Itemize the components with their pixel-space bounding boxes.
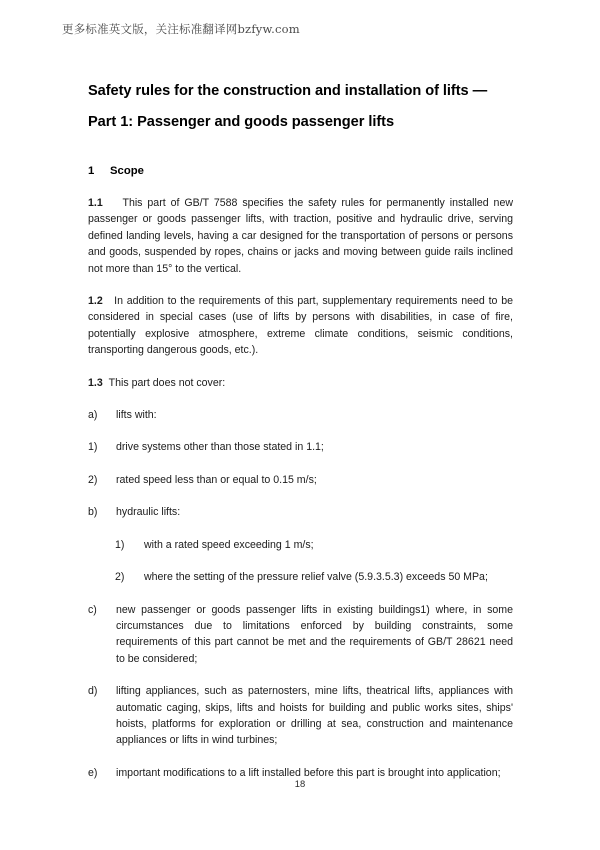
list-item-text: with a rated speed exceeding 1 m/s; [144, 538, 314, 551]
list-item [88, 504, 513, 520]
list-item-text: hydraulic lifts: [116, 506, 181, 519]
list-item-marker: 2) [115, 571, 125, 584]
section-heading [88, 164, 513, 179]
clause-number: 1.1 [88, 197, 103, 209]
list-item-marker: d) [88, 685, 98, 698]
clause-number: 1.2 [88, 295, 103, 308]
list-item-marker: e) [88, 766, 98, 779]
list-item-marker: 1) [115, 538, 125, 551]
document-body [88, 70, 513, 781]
list-item-marker: b) [88, 506, 98, 519]
clause-text: This part does not cover: [108, 376, 226, 389]
clause-1-1 [88, 195, 513, 277]
list-item-marker: 2) [88, 473, 98, 486]
list-item [88, 602, 513, 668]
clause-1-2 [88, 293, 513, 359]
list-item-marker: 1) [88, 441, 98, 454]
clause-1-3 [88, 375, 513, 391]
list-item [88, 407, 513, 423]
list-item [115, 569, 513, 585]
list-item [88, 439, 513, 455]
clause-number: 1.3 [88, 376, 103, 389]
list-item-text: where the setting of the pressure relief valve (5.9.3.5.3) exceeds 50 MPa; [144, 571, 488, 584]
section-number: 1 [88, 165, 95, 177]
list-item-text: new passenger or goods passenger lifts in existing buildings1) where, in some circumstances due to limitations enforced by building constraints, some requirements of this part cannot be met and the requirements of GB/T 28621 need to be considered; [116, 603, 513, 665]
watermark-header-text: 更多标准英文版，关注标准翻译网bzfyw.com [62, 22, 300, 36]
page-title: Safety rules for the construction and installation of lifts — Part 1: Passenger and goods passenger lifts [88, 83, 488, 130]
list-item-marker: a) [88, 409, 98, 422]
section-title: Scope [110, 165, 144, 177]
list-item-text: lifts with: [116, 409, 157, 422]
clause-text: In addition to the requirements of this part, supplementary requirements need to be considered in special cases (use of lifts by persons with disabilities, in case of fire, potentially explosive atmosphere, extreme climate conditions, seismic conditions, transporting dangerous goods, etc.). [88, 295, 513, 357]
page-number: 18 [294, 778, 306, 789]
list-item-text: drive systems other than those stated in 1.1; [116, 441, 324, 454]
list-item-text: important modifications to a lift installed before this part is brought into application; [116, 766, 501, 779]
list-item [88, 472, 513, 488]
list-item [115, 537, 513, 553]
clause-text: This part of GB/T 7588 specifies the safety rules for permanently installed new passenger or goods passenger lifts, with traction, positive and hydraulic drive, serving defined landing levels, having a car designed for the transportation of persons or persons and goods, suspended by ropes, chains or jacks and moving between guide rails inclined not more than 15° to the vertical. [88, 197, 513, 275]
list-item-text: lifting appliances, such as paternosters, mine lifts, theatrical lifts, appliances with automatic caging, skips, lifts and hoists for building and public works sites, ships' hoists, platforms for exploration or drilling at sea, construction and maintenance appliances or lifts in wind turbines; [116, 685, 513, 747]
list-item-marker: c) [88, 603, 97, 616]
list-item-text: rated speed less than or equal to 0.15 m/s; [116, 473, 317, 486]
list-item [88, 683, 513, 749]
